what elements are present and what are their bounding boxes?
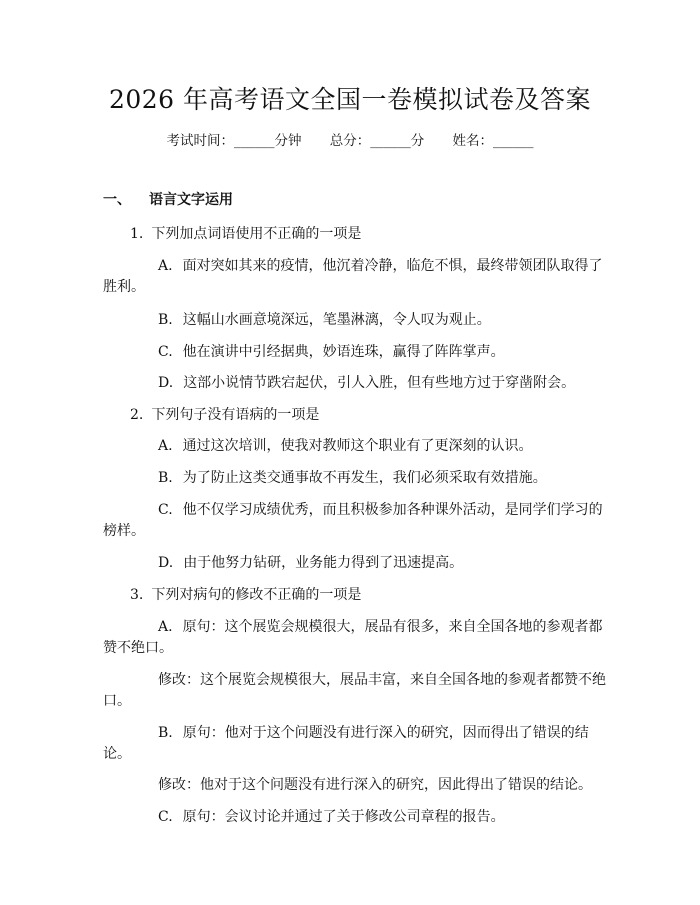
- option-text: 他不仅学习成绩优秀，而且积极参加各种课外活动，是同学们学习的: [182, 502, 603, 518]
- q1-option-d: [158, 373, 575, 393]
- question-2: [130, 405, 319, 425]
- q3-option-a-fix: 修改：这个展览会规模很大，展品丰富，来自全国各地的参观者都赞不绝: [158, 672, 606, 688]
- q1-option-a: [158, 256, 603, 276]
- q2-option-d: [158, 553, 463, 573]
- question-text: 下列加点词语使用不正确的一项是: [151, 226, 362, 242]
- option-label: B.: [158, 725, 173, 741]
- option-label: A.: [158, 258, 173, 274]
- option-label: C.: [158, 809, 173, 825]
- option-text: 原句：这个展览会规模很大，展品有很多，来自全国各地的参观者都: [182, 619, 603, 635]
- option-label: C.: [158, 344, 173, 360]
- question-number: 2.: [130, 407, 144, 423]
- q2-option-c-continued: 榜样。: [103, 523, 145, 539]
- q1-option-a-continued: 胜利。: [103, 279, 145, 295]
- option-label: B.: [158, 470, 173, 486]
- option-text: 他在演讲中引经据典，妙语连珠，赢得了阵阵掌声。: [182, 344, 505, 360]
- exam-meta: [0, 131, 700, 151]
- section-title: 语言文字运用: [149, 192, 233, 208]
- q2-option-a: [158, 436, 533, 456]
- q2-option-b: [158, 468, 547, 488]
- student-name-field: 姓名：______: [452, 133, 534, 149]
- total-score-field: 总分：______分: [329, 133, 425, 149]
- option-text: 由于他努力钻研，业务能力得到了迅速提高。: [183, 555, 464, 571]
- option-text: 这幅山水画意境深远，笔墨淋漓，令人叹为观止。: [182, 312, 491, 328]
- q3-option-c-original: [158, 807, 505, 827]
- option-label: C.: [158, 502, 173, 518]
- question-3: [130, 585, 361, 605]
- page-title: 2026 年高考语文全国一卷模拟试卷及答案: [108, 85, 592, 114]
- section-heading: [103, 190, 233, 210]
- q1-option-c: [158, 342, 505, 362]
- q1-option-b: [158, 310, 491, 330]
- option-label: D.: [158, 555, 174, 571]
- option-label: D.: [158, 375, 174, 391]
- option-text: 通过这次培训，使我对教师这个职业有了更深刻的认识。: [182, 438, 533, 454]
- question-text: 下列对病句的修改不正确的一项是: [151, 587, 362, 603]
- option-label: A.: [158, 619, 173, 635]
- question-1: [130, 224, 361, 244]
- option-text: 原句：会议讨论并通过了关于修改公司章程的报告。: [182, 809, 505, 825]
- q3-option-b-fix: 修改：他对于这个问题没有进行深入的研究，因此得出了错误的结论。: [158, 777, 592, 793]
- question-text: 下列句子没有语病的一项是: [151, 407, 320, 423]
- option-text: 面对突如其来的疫情，他沉着冷静，临危不惧，最终带领团队取得了: [182, 258, 603, 274]
- q3-option-b-original: [158, 723, 589, 743]
- q3-option-a-fix-continued: 口。: [103, 693, 131, 709]
- section-number: 一、: [103, 192, 131, 208]
- q3-option-a-original: [158, 617, 603, 637]
- exam-time-field: 考试时间：______分钟: [166, 133, 302, 149]
- question-number: 3.: [130, 587, 144, 603]
- q3-option-a-continued: 赞不绝口。: [103, 640, 173, 656]
- option-text: 原句：他对于这个问题没有进行深入的研究，因而得出了错误的结: [182, 725, 589, 741]
- option-label: B.: [158, 312, 173, 328]
- option-label: A.: [158, 438, 173, 454]
- option-text: 为了防止这类交通事故不再发生，我们必须采取有效措施。: [182, 470, 547, 486]
- q3-option-b-continued: 论。: [103, 746, 131, 762]
- q2-option-c: [158, 500, 603, 520]
- option-text: 这部小说情节跌宕起伏，引人入胜，但有些地方过于穿凿附会。: [183, 375, 576, 391]
- question-number: 1.: [130, 226, 144, 242]
